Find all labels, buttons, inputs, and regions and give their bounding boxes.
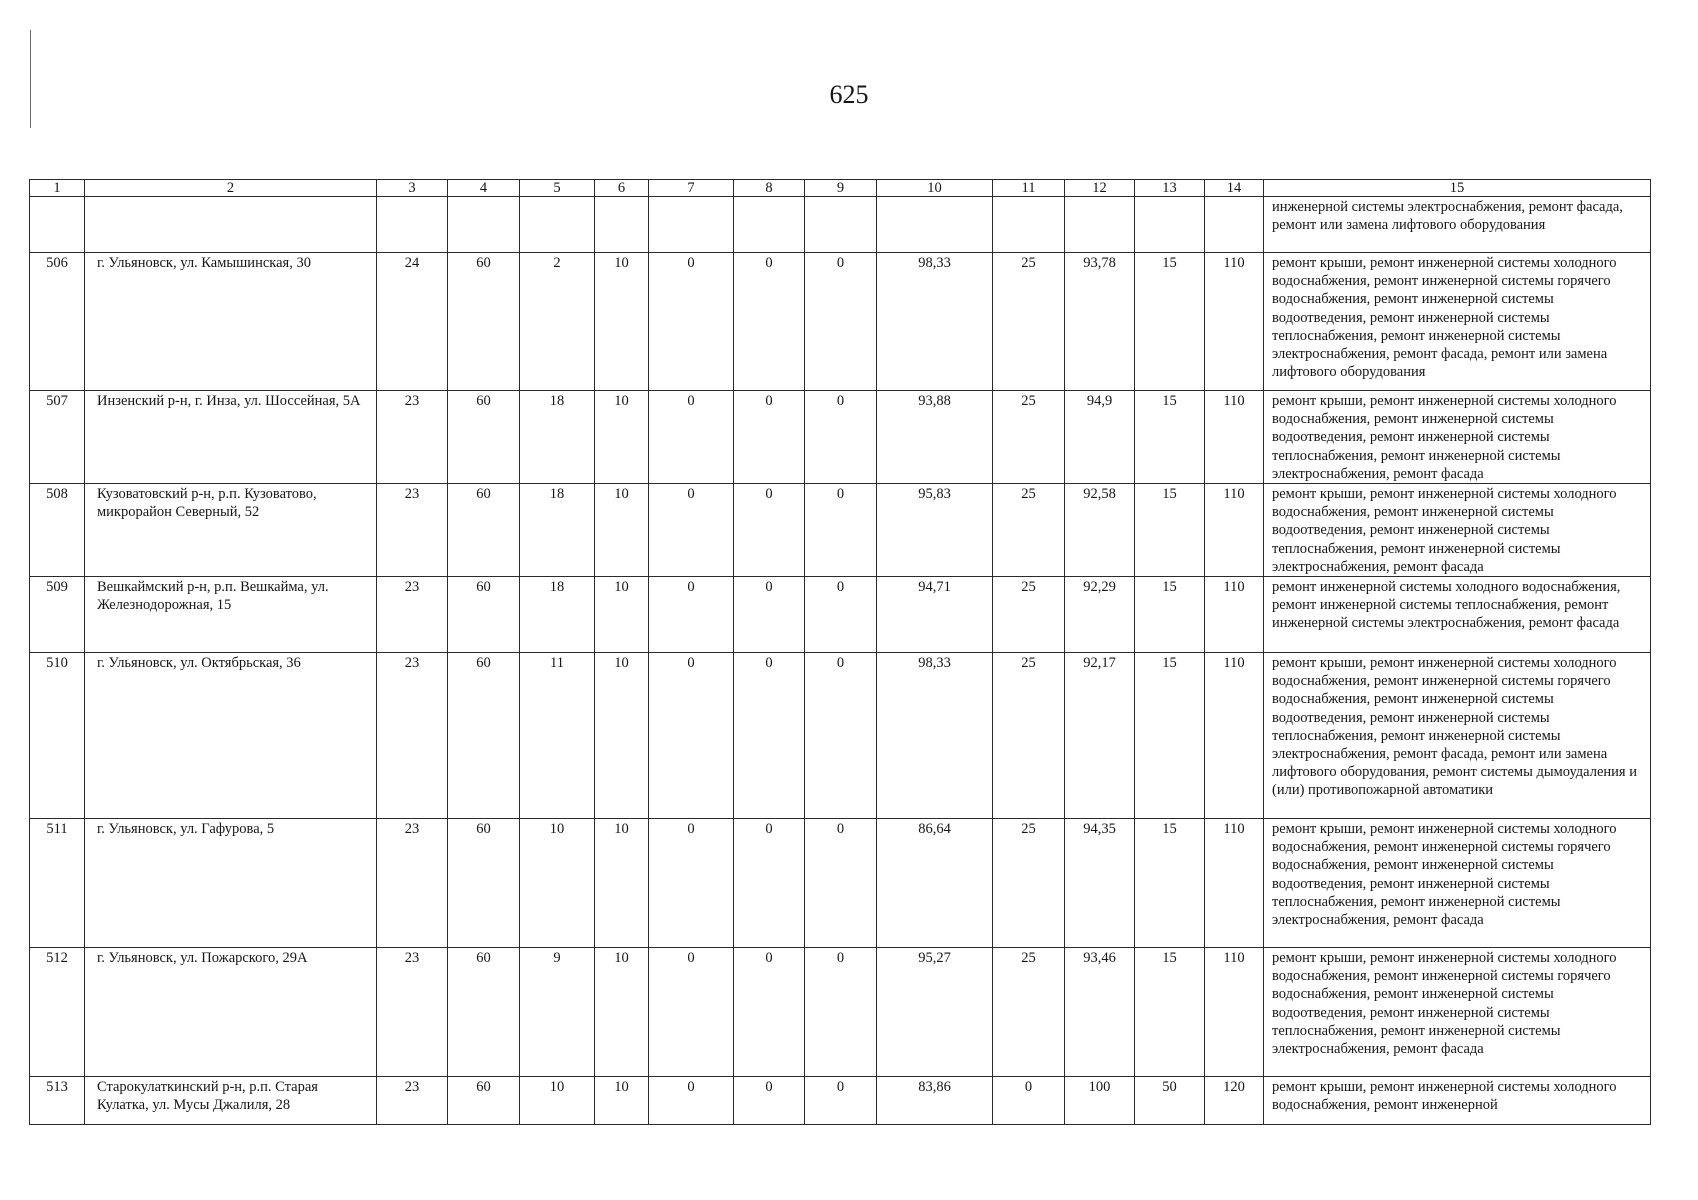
value-cell: 60 (448, 819, 520, 948)
value-cell: 100 (1065, 1077, 1135, 1125)
row-number-cell: 509 (30, 577, 85, 653)
value-cell: 110 (1205, 484, 1264, 577)
table-row (30, 819, 1651, 948)
value-cell: 94,35 (1065, 819, 1135, 948)
value-cell: 60 (448, 253, 520, 391)
value-cell: 95,83 (877, 484, 993, 577)
value-cell: 50 (1135, 1077, 1205, 1125)
value-cell: 10 (595, 819, 649, 948)
row-number-cell: 511 (30, 819, 85, 948)
value-cell: 23 (377, 1077, 448, 1125)
row-number-cell: 510 (30, 653, 85, 819)
value-cell: 60 (448, 1077, 520, 1125)
value-cell: 15 (1135, 253, 1205, 391)
value-cell: 10 (520, 1077, 595, 1125)
value-cell: 23 (377, 653, 448, 819)
value-cell: 0 (649, 484, 734, 577)
value-cell: 0 (734, 253, 805, 391)
value-cell: 93,46 (1065, 948, 1135, 1077)
column-header: 2 (85, 180, 377, 197)
value-cell: 10 (595, 653, 649, 819)
address-cell: г. Ульяновск, ул. Гафурова, 5 (85, 819, 377, 948)
value-cell: 18 (520, 391, 595, 484)
value-cell: 0 (993, 1077, 1065, 1125)
column-header: 9 (805, 180, 877, 197)
works-cell: ремонт крыши, ремонт инженерной системы холодного водоснабжения, ремонт инженерной системы водоотведения, ремонт инженерной системы теплоснабжения, ремонт инженерной системы электроснабжения, ремонт фасада (1264, 391, 1651, 484)
value-cell: 0 (649, 253, 734, 391)
value-cell: 11 (520, 653, 595, 819)
value-cell: 25 (993, 253, 1065, 391)
column-header: 3 (377, 180, 448, 197)
works-cell: ремонт крыши, ремонт инженерной системы холодного водоснабжения, ремонт инженерной системы горячего водоснабжения, ремонт инженерной системы водоотведения, ремонт инженерной системы теплоснабжения, ремонт инженерной системы электроснабжения, ремонт фасада (1264, 948, 1651, 1077)
value-cell: 60 (448, 653, 520, 819)
value-cell: 25 (993, 484, 1065, 577)
value-cell: 60 (448, 948, 520, 1077)
column-header: 5 (520, 180, 595, 197)
value-cell: 60 (448, 577, 520, 653)
value-cell: 92,17 (1065, 653, 1135, 819)
value-cell: 10 (595, 948, 649, 1077)
value-cell: 110 (1205, 819, 1264, 948)
column-header: 14 (1205, 180, 1264, 197)
works-cell: ремонт крыши, ремонт инженерной системы холодного водоснабжения, ремонт инженерной системы горячего водоснабжения, ремонт инженерной системы водоотведения, ремонт инженерной системы теплоснабжения, ремонт инженерной системы электроснабжения, ремонт фасада (1264, 819, 1651, 948)
value-cell: 83,86 (877, 1077, 993, 1125)
column-header: 6 (595, 180, 649, 197)
value-cell: 98,33 (877, 653, 993, 819)
value-cell: 18 (520, 577, 595, 653)
value-cell: 15 (1135, 577, 1205, 653)
value-cell: 18 (520, 484, 595, 577)
address-cell: Кузоватовский р-н, р.п. Кузоватово, микрорайон Северный, 52 (85, 484, 377, 577)
value-cell: 23 (377, 391, 448, 484)
value-cell: 15 (1135, 391, 1205, 484)
value-cell: 0 (805, 484, 877, 577)
value-cell: 0 (805, 819, 877, 948)
row-number-cell: 507 (30, 391, 85, 484)
continuation-row (30, 197, 1651, 253)
address-cell: г. Ульяновск, ул. Пожарского, 29А (85, 948, 377, 1077)
value-cell: 15 (1135, 948, 1205, 1077)
value-cell: 0 (734, 484, 805, 577)
row-number-cell: 506 (30, 253, 85, 391)
margin-line (30, 30, 31, 128)
table-row (30, 1077, 1651, 1125)
works-cell: ремонт крыши, ремонт инженерной системы холодного водоснабжения, ремонт инженерной системы горячего водоснабжения, ремонт инженерной системы водоотведения, ремонт инженерной системы теплоснабжения, ремонт инженерной системы электроснабжения, ремонт фасада, ремонт или замена лифтового оборудования, ремонт системы дымоудаления и (или) противопожарной автоматики (1264, 653, 1651, 819)
column-header: 4 (448, 180, 520, 197)
value-cell: 110 (1205, 253, 1264, 391)
table-row (30, 253, 1651, 391)
value-cell: 25 (993, 819, 1065, 948)
value-cell: 23 (377, 819, 448, 948)
address-cell: Инзенский р-н, г. Инза, ул. Шоссейная, 5А (85, 391, 377, 484)
row-number-cell: 513 (30, 1077, 85, 1125)
table-row (30, 391, 1651, 484)
address-cell: г. Ульяновск, ул. Камышинская, 30 (85, 253, 377, 391)
value-cell: 25 (993, 391, 1065, 484)
table-row (30, 577, 1651, 653)
value-cell: 93,78 (1065, 253, 1135, 391)
column-header: 8 (734, 180, 805, 197)
value-cell: 10 (595, 484, 649, 577)
row-number-cell: 508 (30, 484, 85, 577)
value-cell: 0 (649, 391, 734, 484)
value-cell: 0 (805, 653, 877, 819)
column-header: 11 (993, 180, 1065, 197)
page-number: 625 (829, 80, 869, 109)
value-cell: 0 (805, 253, 877, 391)
value-cell: 10 (595, 391, 649, 484)
value-cell: 110 (1205, 653, 1264, 819)
value-cell: 0 (805, 577, 877, 653)
value-cell: 94,71 (877, 577, 993, 653)
value-cell: 0 (734, 1077, 805, 1125)
value-cell: 2 (520, 253, 595, 391)
column-header: 12 (1065, 180, 1135, 197)
value-cell: 10 (595, 577, 649, 653)
column-header: 13 (1135, 180, 1205, 197)
value-cell: 0 (649, 819, 734, 948)
value-cell: 0 (805, 1077, 877, 1125)
value-cell: 92,29 (1065, 577, 1135, 653)
address-cell: г. Ульяновск, ул. Октябрьская, 36 (85, 653, 377, 819)
table-row (30, 948, 1651, 1077)
value-cell: 9 (520, 948, 595, 1077)
works-cell: ремонт крыши, ремонт инженерной системы холодного водоснабжения, ремонт инженерной системы горячего водоснабжения, ремонт инженерной системы водоотведения, ремонт инженерной системы теплоснабжения, ремонт инженерной системы электроснабжения, ремонт фасада, ремонт или замена лифтового оборудования (1264, 253, 1651, 391)
column-number-row (30, 180, 1651, 197)
row-number-cell: 512 (30, 948, 85, 1077)
column-header: 7 (649, 180, 734, 197)
value-cell: 23 (377, 948, 448, 1077)
value-cell: 0 (734, 391, 805, 484)
value-cell: 0 (805, 948, 877, 1077)
value-cell: 25 (993, 948, 1065, 1077)
value-cell: 0 (649, 1077, 734, 1125)
value-cell: 0 (649, 653, 734, 819)
works-cell: ремонт крыши, ремонт инженерной системы холодного водоснабжения, ремонт инженерной системы водоотведения, ремонт инженерной системы теплоснабжения, ремонт инженерной системы электроснабжения, ремонт фасада (1264, 484, 1651, 577)
value-cell: 60 (448, 391, 520, 484)
value-cell: 10 (520, 819, 595, 948)
value-cell: 92,58 (1065, 484, 1135, 577)
value-cell: 86,64 (877, 819, 993, 948)
works-cell: инженерной системы электроснабжения, ремонт фасада, ремонт или замена лифтового оборудования (1264, 197, 1651, 253)
value-cell: 0 (734, 577, 805, 653)
register-table (29, 179, 1651, 1125)
column-header: 1 (30, 180, 85, 197)
table-row (30, 484, 1651, 577)
value-cell: 0 (805, 391, 877, 484)
value-cell: 15 (1135, 484, 1205, 577)
value-cell: 10 (595, 253, 649, 391)
value-cell: 0 (734, 653, 805, 819)
value-cell: 0 (649, 577, 734, 653)
value-cell: 10 (595, 1077, 649, 1125)
value-cell: 0 (734, 819, 805, 948)
value-cell: 15 (1135, 819, 1205, 948)
value-cell: 110 (1205, 391, 1264, 484)
value-cell: 0 (649, 948, 734, 1077)
works-cell: ремонт крыши, ремонт инженерной системы холодного водоснабжения, ремонт инженерной (1264, 1077, 1651, 1125)
table-row (30, 653, 1651, 819)
value-cell: 93,88 (877, 391, 993, 484)
value-cell: 24 (377, 253, 448, 391)
works-cell: ремонт инженерной системы холодного водоснабжения, ремонт инженерной системы теплоснабжения, ремонт инженерной системы электроснабжения, ремонт фасада (1264, 577, 1651, 653)
address-cell: Старокулаткинский р-н, р.п. Старая Кулатка, ул. Мусы Джалиля, 28 (85, 1077, 377, 1125)
value-cell: 94,9 (1065, 391, 1135, 484)
value-cell: 25 (993, 577, 1065, 653)
value-cell: 120 (1205, 1077, 1264, 1125)
column-header: 10 (877, 180, 993, 197)
value-cell: 25 (993, 653, 1065, 819)
address-cell: Вешкаймский р-н, р.п. Вешкайма, ул. Железнодорожная, 15 (85, 577, 377, 653)
column-header: 15 (1264, 180, 1651, 197)
value-cell: 95,27 (877, 948, 993, 1077)
value-cell: 110 (1205, 948, 1264, 1077)
value-cell: 0 (734, 948, 805, 1077)
value-cell: 98,33 (877, 253, 993, 391)
value-cell: 23 (377, 577, 448, 653)
value-cell: 60 (448, 484, 520, 577)
value-cell: 23 (377, 484, 448, 577)
value-cell: 110 (1205, 577, 1264, 653)
value-cell: 15 (1135, 653, 1205, 819)
